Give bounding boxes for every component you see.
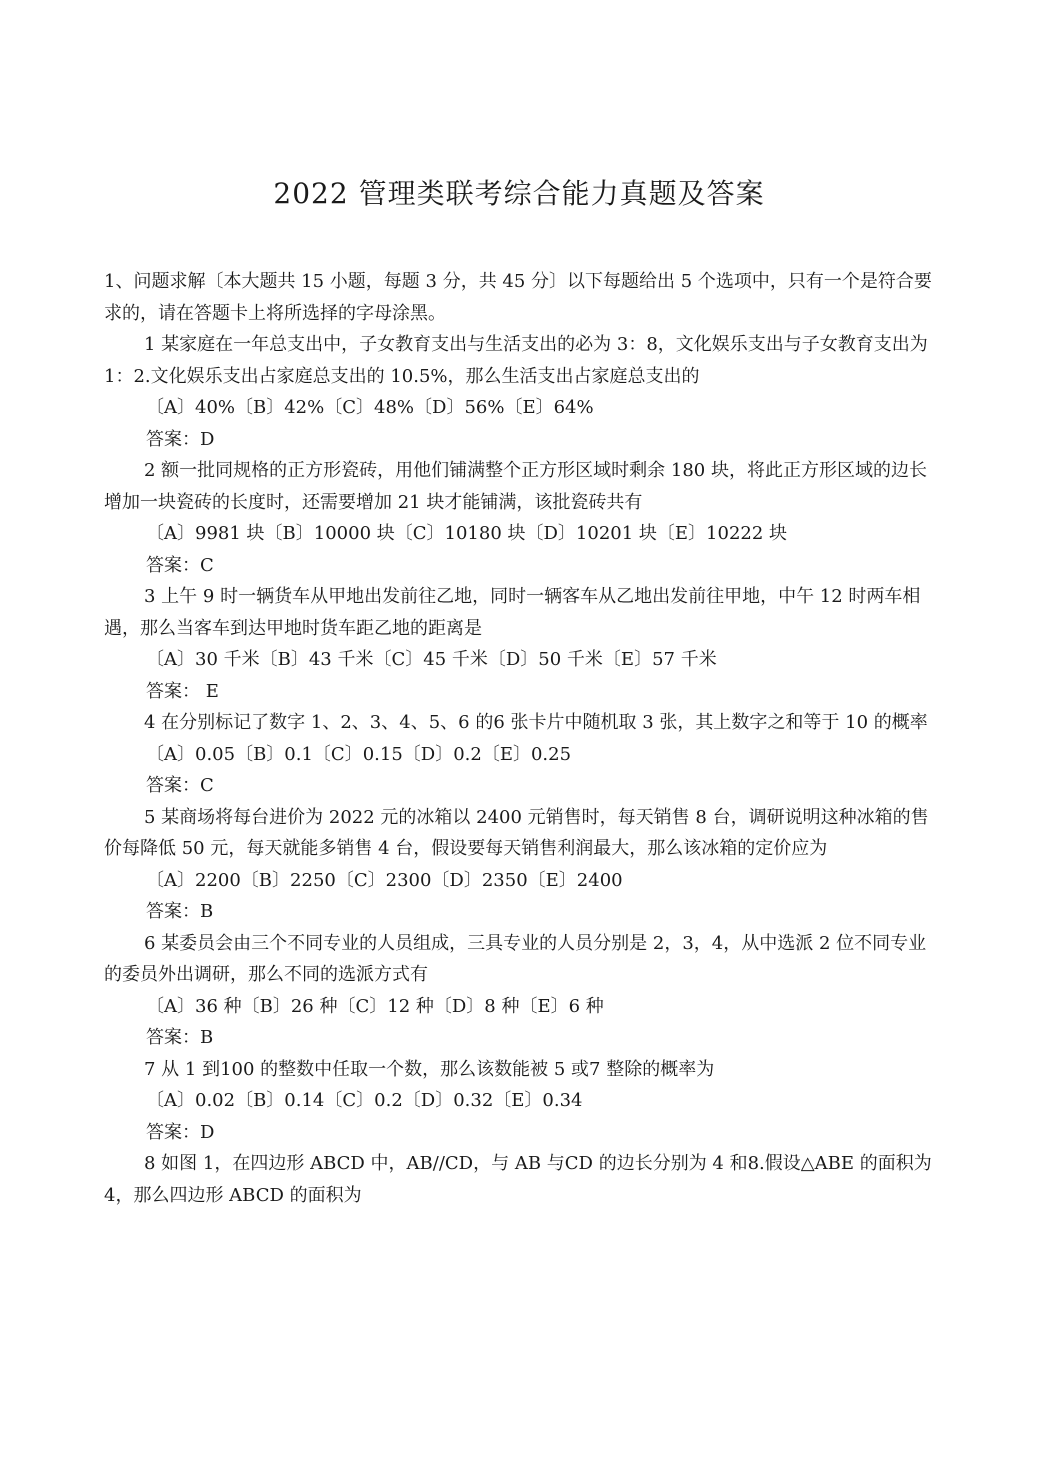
question-4-answer: 答案：C (146, 775, 214, 796)
question-8-stem: 8 如图 1，在四边形 ABCD 中，AB//CD，与 AB 与CD 的边长分别为 4 和8.假设△ABE 的面积为 4，那么四边形 ABCD 的面积为 (104, 1153, 932, 1206)
page-title: 2022 管理类联考综合能力真题及答案 (273, 177, 765, 210)
question-1-answer: 答案：D (146, 428, 215, 450)
question-6-answer: 答案：B (146, 1027, 214, 1048)
question-2-options: 〔A〕9981 块〔B〕10000 块〔C〕10180 块〔D〕10201 块〔E〕10222 块 (146, 523, 788, 544)
question-6-options: 〔A〕36 种〔B〕26 种〔C〕12 种〔D〕8 种〔E〕6 种 (146, 995, 604, 1017)
question-4-stem: 4 在分别标记了数字 1、2、3、4、5、6 的6 张卡片中随机取 3 张，其上数字之和等于 10 的概率 (144, 712, 928, 733)
document-body (104, 266, 940, 1211)
question-2-stem: 2 额一批同规格的正方形瓷砖，用他们铺满整个正方形区域时剩余 180 块，将此正方形区域的边长增加一块瓷砖的长度时，还需要增加 21 块才能铺满，该批瓷砖共有 (104, 460, 927, 513)
question-3-answer: 答案： E (146, 680, 219, 702)
question-5-options: 〔A〕2200〔B〕2250〔C〕2300〔D〕2350〔E〕2400 (146, 869, 623, 891)
question-3-stem: 3 上午 9 时一辆货车从甲地出发前往乙地，同时一辆客车从乙地出发前往甲地，中午 12 时两车相遇，那么当客车到达甲地时货车距乙地的距离是 (104, 586, 921, 639)
question-4-options: 〔A〕0.05〔B〕0.1〔C〕0.15〔D〕0.2〔E〕0.25 (146, 743, 572, 765)
question-1-options: 〔A〕40%〔B〕42%〔C〕48%〔D〕56%〔E〕64% (146, 397, 594, 418)
question-3-options: 〔A〕30 千米〔B〕43 千米〔C〕45 千米〔D〕50 千米〔E〕57 千米 (146, 649, 717, 670)
question-7-stem: 7 从 1 到100 的整数中任取一个数，那么该数能被 5 或7 整除的概率为 (144, 1058, 715, 1080)
question-7-answer: 答案：D (146, 1121, 215, 1143)
question-2-answer: 答案：C (146, 554, 214, 576)
question-5-answer: 答案：B (146, 901, 214, 922)
section-intro: 1、问题求解〔本大题共 15 小题，每题 3 分，共 45 分〕以下每题给出 5 个选项中，只有一个是符合要求的，请在答题卡上将所选择的字母涂黑。 (104, 271, 932, 324)
question-5-stem: 5 某商场将每台进价为 2022 元的冰箱以 2400 元销售时，每天销售 8 台，调研说明这种冰箱的售价每降低 50 元，每天就能多销售 4 台，假设要每天销售利润最大，那么该冰箱的定价应为 (104, 806, 929, 859)
question-7-options: 〔A〕0.02〔B〕0.14〔C〕0.2〔D〕0.32〔E〕0.34 (146, 1090, 583, 1111)
question-1-stem: 1 某家庭在一年总支出中，子女教育支出与生活支出的必为 3：8，文化娱乐支出与子女教育支出为 1：2.文化娱乐支出占家庭总支出的 10.5%，那么生活支出占家庭总支出的 (104, 334, 928, 387)
question-6-stem: 6 某委员会由三个不同专业的人员组成，三具专业的人员分别是 2，3，4，从中选派 2 位不同专业的委员外出调研，那么不同的选派方式有 (104, 932, 927, 985)
